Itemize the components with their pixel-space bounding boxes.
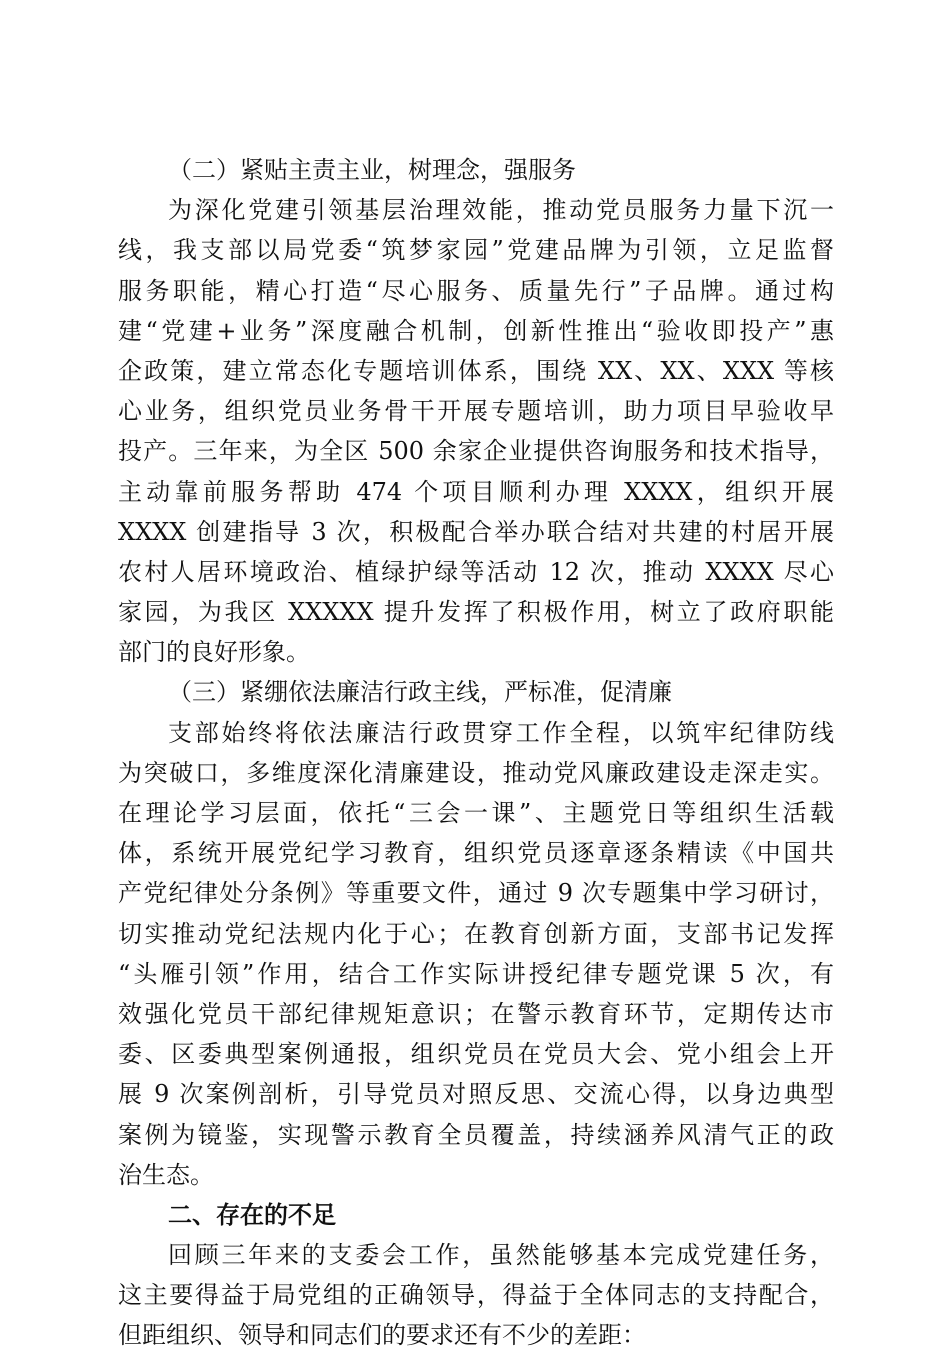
paragraph-line: “头雁引领”作用，结合工作实际讲授纪律专题党课 5 次，有 (118, 959, 834, 988)
paragraph-line: 投产。三年来，为全区 500 余家企业提供咨询服务和技术指导， (118, 437, 834, 466)
paragraph-line: 为突破口，多维度深化清廉建设，推动党风廉政建设走深走实。 (118, 758, 834, 787)
paragraph-line: 产党纪律处分条例》等重要文件，通过 9 次专题集中学习研讨， (118, 879, 834, 908)
section-heading-main: 二、存在的不足 (168, 1200, 336, 1229)
paragraph-line: 效强化党员干部纪律规矩意识；在警示教育环节，定期传达市 (118, 999, 834, 1028)
paragraph-line: 案例为镜鉴，实现警示教育全员覆盖，持续涵养风清气正的政 (118, 1120, 834, 1149)
paragraph-line: 企政策，建立常态化专题培训体系，围绕 XX、XX、XXX 等核 (118, 356, 834, 385)
paragraph-line: 建“党建+业务”深度融合机制，创新性推出“验收即投产”惠 (118, 316, 834, 345)
paragraph-line: 线，我支部以局党委“筑梦家园”党建品牌为引领，立足监督 (118, 236, 834, 265)
paragraph-line: 委、区委典型案例通报，组织党员在党员大会、党小组会上开 (118, 1040, 834, 1069)
paragraph-line: 为深化党建引领基层治理效能，推动党员服务力量下沉一 (168, 196, 834, 225)
paragraph-line: 展 9 次案例剖析，引导党员对照反思、交流心得，以身边典型 (118, 1080, 834, 1109)
section-heading-3: （三）紧绷依法廉洁行政主线，严标准，促清廉 (168, 678, 672, 707)
paragraph-line: 回顾三年来的支委会工作，虽然能够基本完成党建任务， (168, 1241, 834, 1270)
paragraph-line: 部门的良好形象。 (118, 638, 310, 667)
paragraph-line: 切实推动党纪法规内化于心；在教育创新方面，支部书记发挥 (118, 919, 834, 948)
paragraph-line: 农村人居环境政治、植绿护绿等活动 12 次，推动 XXXX 尽心 (118, 557, 834, 586)
paragraph-line: 在理论学习层面，依托“三会一课”、主题党日等组织生活载 (118, 799, 834, 827)
section-heading-2: （二）紧贴主责主业，树理念，强服务 (168, 156, 576, 184)
document-body (118, 150, 834, 1356)
paragraph-line: 但距组织、领导和同志们的要求还有不少的差距： (118, 1321, 646, 1350)
paragraph-line: 心业务，组织党员业务骨干开展专题培训，助力项目早验收早 (118, 397, 834, 426)
paragraph-line: 支部始终将依法廉洁行政贯穿工作全程，以筑牢纪律防线 (168, 718, 834, 747)
paragraph-line: 家园，为我区 XXXXX 提升发挥了积极作用，树立了政府职能 (118, 598, 834, 627)
paragraph-line: 治生态。 (118, 1160, 214, 1189)
paragraph-line: 主动靠前服务帮助 474 个项目顺利办理 XXXX，组织开展 (118, 477, 834, 506)
paragraph-line: 体，系统开展党纪学习教育，组织党员逐章逐条精读《中国共 (118, 839, 834, 868)
paragraph-line: 这主要得益于局党组的正确领导，得益于全体同志的支持配合， (118, 1281, 834, 1310)
paragraph-line: 服务职能，精心打造“尽心服务、质量先行”子品牌。通过构 (118, 276, 834, 305)
paragraph-line: XXXX 创建指导 3 次，积极配合举办联合结对共建的村居开展 (118, 517, 834, 546)
